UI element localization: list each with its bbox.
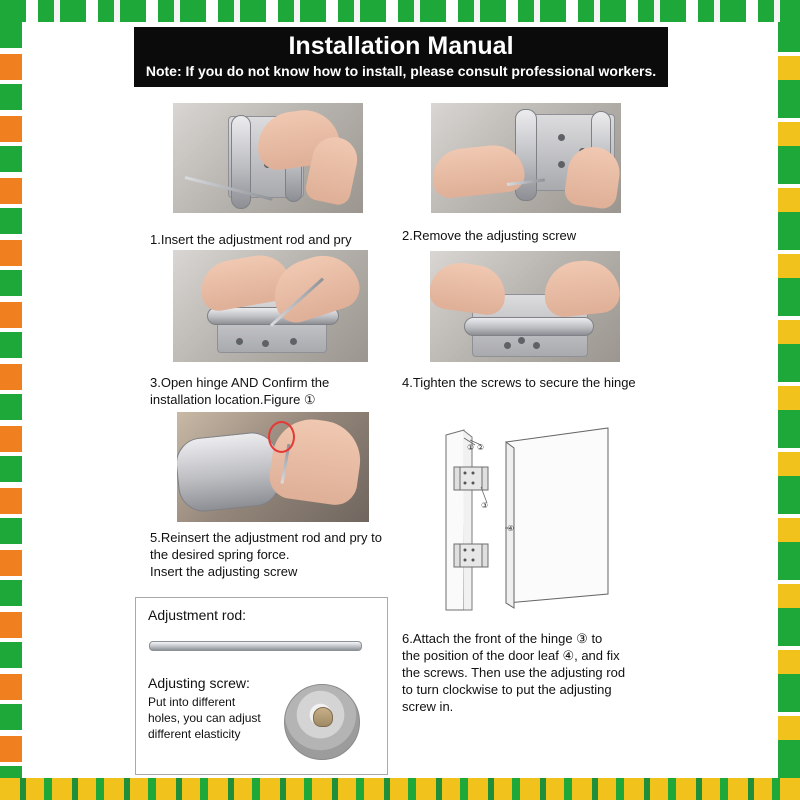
step-1-caption: 1.Insert the adjustment rod and pry [150,232,352,247]
step-6-caption: 6.Attach the front of the hinge ③ to the position of the door leaf ④, and fix the screws. Then use the adjusting rod to turn clockwise to put the adjusting screw in. [402,631,626,714]
step-5-photo [177,412,369,522]
step-1-photo [173,103,363,213]
adjusting-screw [284,684,360,760]
adjustment-rod-label: Adjustment rod: [148,607,247,623]
diagram-label-2: ② [477,443,485,452]
step-4-caption: 4.Tighten the screws to secure the hinge [402,375,636,390]
step-4-photo [430,251,620,362]
decorative-border-left [0,22,22,778]
adjusting-screw-description: Put into different holes, you can adjust different elasticity [148,695,261,741]
header-note: Note: If you do not know how to install, please consult professional workers. [145,63,657,79]
step-2-photo [431,103,621,213]
diagram-label-3: ③ [481,501,489,510]
door-hinge-diagram [430,426,615,612]
page-title: Installation Manual [288,32,514,60]
step-3-photo [173,250,368,362]
screw-core [313,707,333,727]
step-2-caption: 2.Remove the adjusting screw [402,228,577,243]
step-5-caption: 5.Reinsert the adjustment rod and pry to the desired spring force. Insert the adjusting screw [150,530,382,579]
adjustment-info-box [135,597,388,775]
decorative-border-top [0,0,800,22]
adjusting-screw-label: Adjusting screw: [148,675,250,691]
step-3-caption: 3.Open hinge AND Confirm the installation location.Figure ① [150,375,330,407]
adjustment-rod [149,641,362,651]
diagram-label-1: ① [467,443,475,452]
diagram-label-4: ④ [507,524,515,533]
decorative-border-right [778,22,800,778]
decorative-border-bottom [0,778,800,800]
manual-header [134,27,668,87]
